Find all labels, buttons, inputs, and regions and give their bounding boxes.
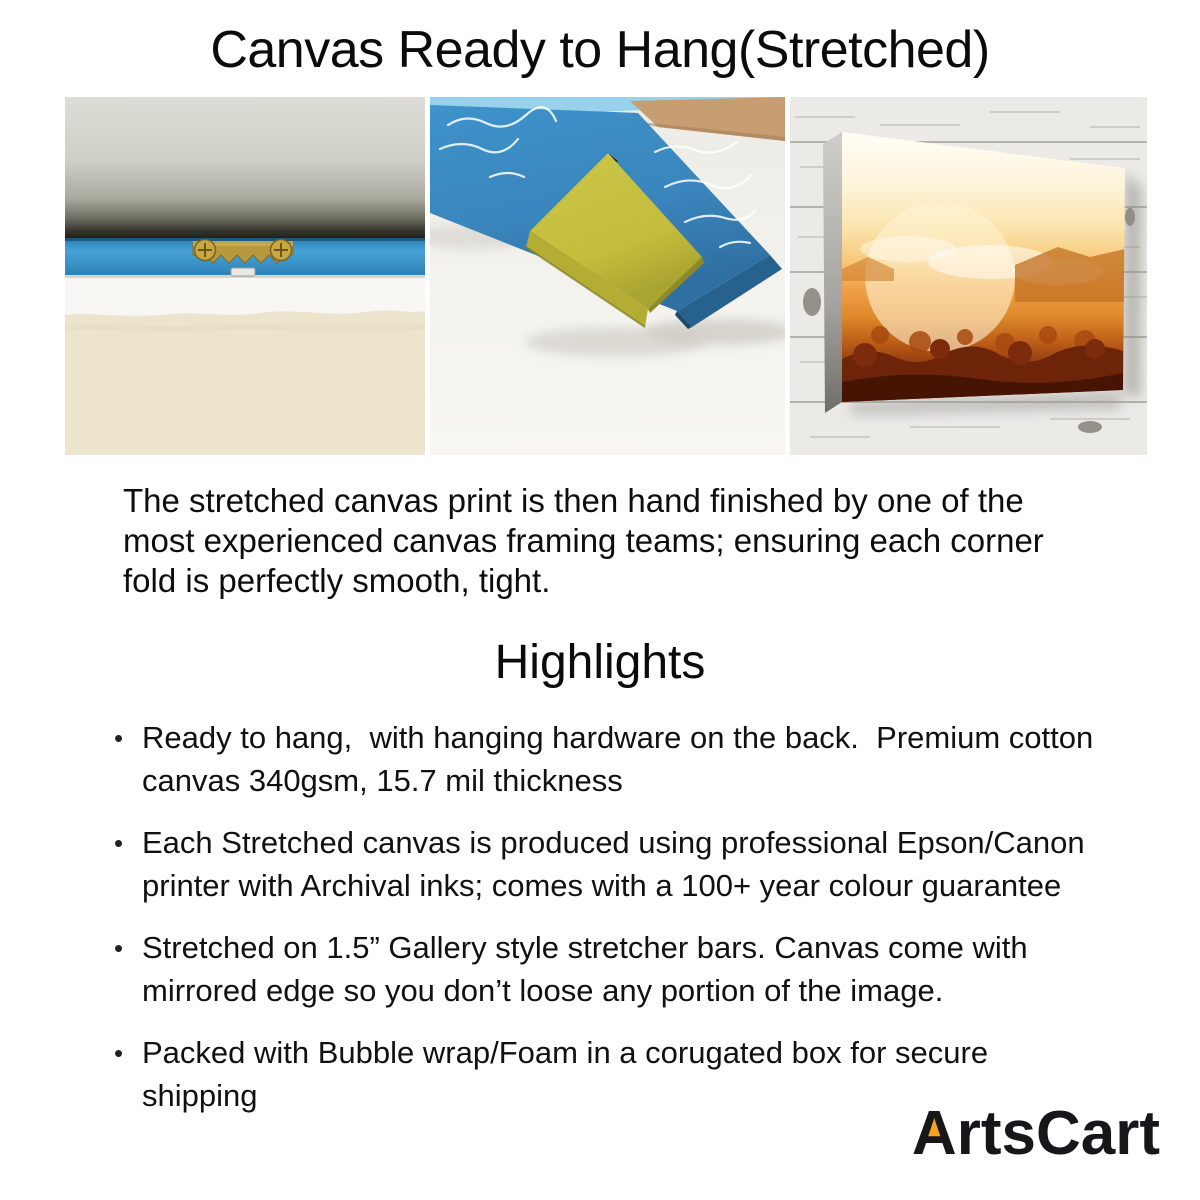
highlight-bullet-printing: • Each Stretched canvas is produced using professional Epson/Canon printer with Archival inks; comes with a 100+ year colour guarantee [112, 821, 1093, 907]
description-line: The stretched canvas print is then hand finished by one of the [123, 482, 1024, 519]
bullet-marker: • [114, 1038, 124, 1068]
highlight-bullet-ready-to-hang: • Ready to hang, with hanging hardware on the back. Premium cotton canvas 340gsm, 15.7 mil thickness [112, 716, 1093, 802]
photo-canvas-corner-fold [430, 97, 785, 455]
brand-logo [912, 1098, 1160, 1169]
description-line: most experienced canvas framing teams; ensuring each corner [123, 522, 1044, 559]
photo-canvas-back-hanger [65, 97, 425, 455]
page-title: Canvas Ready to Hang(Stretched) [210, 21, 990, 79]
highlights-heading: Highlights [494, 636, 706, 689]
description-paragraph [123, 481, 1044, 601]
photo-canvas-on-wall [790, 97, 1147, 455]
highlight-bullet-packaging: • Packed with Bubble wrap/Foam in a corugated box for secure shipping [112, 1031, 1093, 1117]
product-photo-row [65, 97, 1147, 455]
bullet-marker: • [114, 933, 124, 963]
logo-text: rtsCart [956, 1099, 1160, 1168]
highlights-list [112, 716, 1093, 1136]
bullet-marker: • [114, 723, 124, 753]
bullet-marker: • [114, 828, 124, 858]
highlight-bullet-stretcher-bars: • Stretched on 1.5” Gallery style stretcher bars. Canvas come with mirrored edge so you don’t loose any portion of the image. [112, 926, 1093, 1012]
description-line: fold is perfectly smooth, tight. [123, 562, 551, 599]
logo-letter-a: A [911, 1099, 957, 1168]
